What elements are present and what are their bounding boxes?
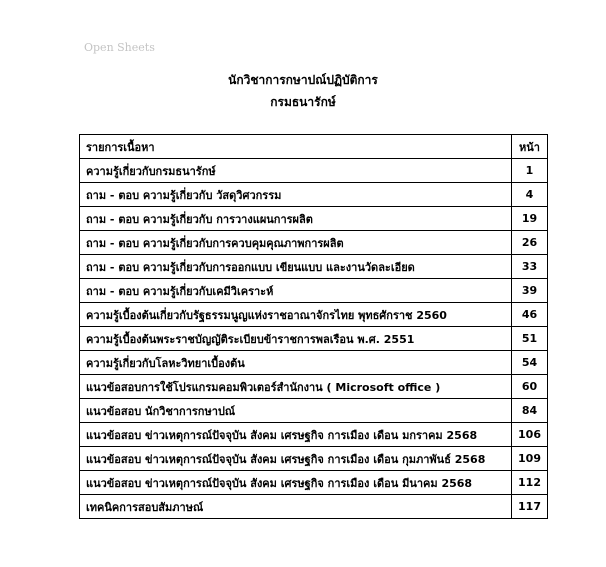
table-of-contents [79,134,548,519]
row-page: 106 [512,423,548,447]
row-topic: ถาม - ตอบ ความรู้เกี่ยวกับเคมีวิเคราะห์ [80,279,512,303]
row-page: 1 [512,159,548,183]
header-topic: รายการเนื้อหา [80,135,512,159]
row-page: 33 [512,255,548,279]
row-topic: ถาม - ตอบ ความรู้เกี่ยวกับ การวางแผนการผลิต [80,207,512,231]
row-topic: ความรู้เบื้องต้นเกี่ยวกับรัฐธรรมนูญแห่งราชอาณาจักรไทย พุทธศักราช 2560 [80,303,512,327]
row-page: 46 [512,303,548,327]
row-topic: ถาม - ตอบ ความรู้เกี่ยวกับการควบคุมคุณภาพการผลิต [80,231,512,255]
row-topic: แนวข้อสอบ ข่าวเหตุการณ์ปัจจุบัน สังคม เศรษฐกิจ การเมือง เดือน กุมภาพันธ์ 2568 [80,447,512,471]
row-page: 117 [512,495,548,519]
row-topic: แนวข้อสอบ ข่าวเหตุการณ์ปัจจุบัน สังคม เศรษฐกิจ การเมือง เดือน มีนาคม 2568 [80,471,512,495]
table-row [80,447,548,471]
watermark: Open Sheets [84,41,155,54]
row-page: 109 [512,447,548,471]
table-row [80,279,548,303]
row-page: 19 [512,207,548,231]
table-row [80,231,548,255]
title-line-2: กรมธนารักษ์ [270,95,336,109]
table-row [80,351,548,375]
row-topic: แนวข้อสอบ นักวิชาการกษาปณ์ [80,399,512,423]
table-row [80,159,548,183]
row-page: 39 [512,279,548,303]
table-row [80,303,548,327]
table-row [80,471,548,495]
table-row [80,399,548,423]
title-line-1: นักวิชาการกษาปณ์ปฏิบัติการ [228,73,378,87]
document-title [0,69,606,113]
table-row [80,327,548,351]
table-row [80,423,548,447]
table-row [80,183,548,207]
row-page: 26 [512,231,548,255]
row-page: 51 [512,327,548,351]
table-row [80,495,548,519]
row-page: 112 [512,471,548,495]
row-page: 60 [512,375,548,399]
row-topic: เทคนิคการสอบสัมภาษณ์ [80,495,512,519]
row-page: 84 [512,399,548,423]
row-topic: ความรู้เกี่ยวกับโลหะวิทยาเบื้องต้น [80,351,512,375]
header-page: หน้า [512,135,548,159]
table-row [80,207,548,231]
table-header-row [80,135,548,159]
row-topic: แนวข้อสอบการใช้โปรแกรมคอมพิวเตอร์สำนักงาน ( Microsoft office ) [80,375,512,399]
row-page: 4 [512,183,548,207]
row-topic: ความรู้เบื้องต้นพระราชบัญญัติระเบียบข้าราชการพลเรือน พ.ศ. 2551 [80,327,512,351]
row-topic: ถาม - ตอบ ความรู้เกี่ยวกับ วัสดุวิศวกรรม [80,183,512,207]
table-row [80,375,548,399]
row-topic: แนวข้อสอบ ข่าวเหตุการณ์ปัจจุบัน สังคม เศรษฐกิจ การเมือง เดือน มกราคม 2568 [80,423,512,447]
row-page: 54 [512,351,548,375]
row-topic: ถาม - ตอบ ความรู้เกี่ยวกับการออกแบบ เขียนแบบ และงานวัดละเอียด [80,255,512,279]
table-row [80,255,548,279]
row-topic: ความรู้เกี่ยวกับกรมธนารักษ์ [80,159,512,183]
